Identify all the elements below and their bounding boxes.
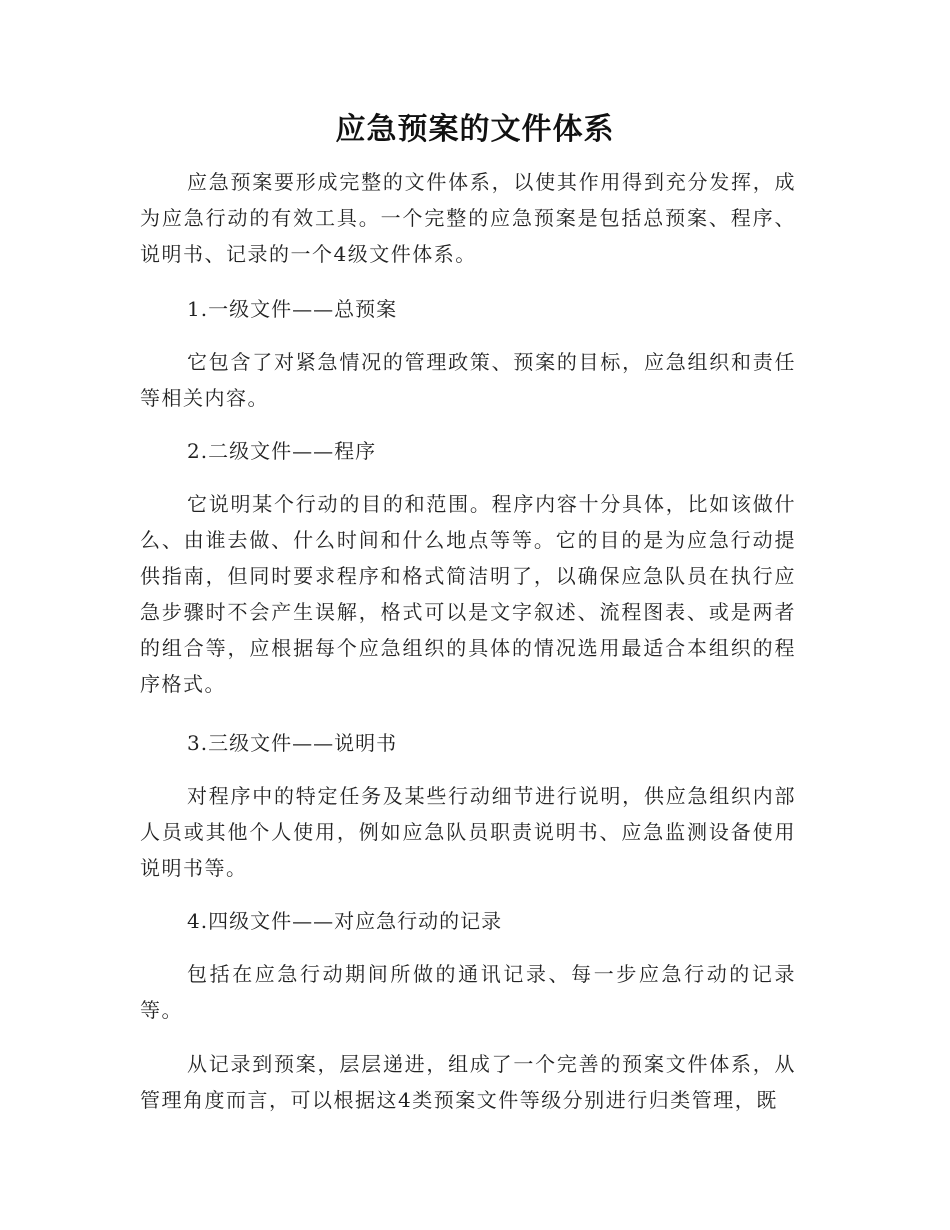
- section-3-paragraph: 对程序中的特定任务及某些行动细节进行说明，供应急组织内部人员或其他个人使用，例如应急队员职责说明书、应急监测设备使用说明书等。: [140, 784, 796, 880]
- section-4-paragraph: 包括在应急行动期间所做的通讯记录、每一步应急行动的记录等。: [140, 962, 796, 1022]
- intro-paragraph: 应急预案要形成完整的文件体系，以使其作用得到充分发挥，成为应急行动的有效工具。一个完整的应急预案是包括总预案、程序、说明书、记录的一个4级文件体系。: [140, 170, 796, 266]
- section-1-heading: 1.一级文件——总预案: [187, 297, 398, 321]
- section-3-heading: 3.三级文件——说明书: [187, 731, 398, 755]
- section-2-paragraph: 它说明某个行动的目的和范围。程序内容十分具体，比如该做什么、由谁去做、什么时间和什么地点等等。它的目的是为应急行动提供指南，但同时要求程序和格式简洁明了，以确保应急队员在执行应急步骤时不会产生误解，格式可以是文字叙述、流程图表、或是两者的组合等，应根据每个应急组织的具体的情况选用最适合本组织的程序格式。: [140, 492, 796, 696]
- section-4-heading: 4.四级文件——对应急行动的记录: [187, 909, 503, 933]
- section-1-paragraph: 它包含了对紧急情况的管理政策、预案的目标，应急组织和责任等相关内容。: [140, 350, 796, 410]
- section-2-heading: 2.二级文件——程序: [187, 439, 377, 463]
- closing-paragraph: 从记录到预案，层层递进，组成了一个完善的预案文件体系，从管理角度而言，可以根据这4类预案文件等级分别进行归类管理，既: [140, 1052, 796, 1112]
- page-title: 应急预案的文件体系: [335, 112, 615, 147]
